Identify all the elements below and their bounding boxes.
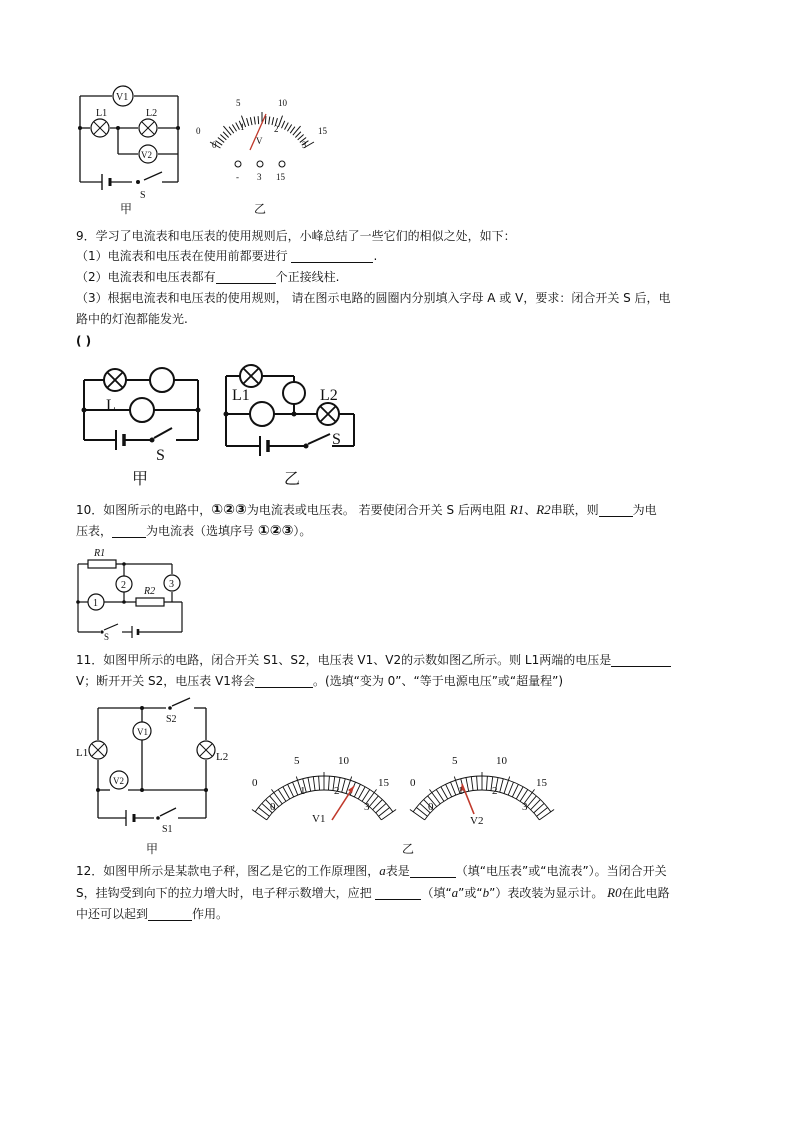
svg-text:1: 1 [458, 785, 464, 797]
meter-tick [486, 776, 487, 790]
meter-tick [308, 778, 311, 792]
q11-blank-1[interactable] [611, 652, 671, 667]
meter-tick [218, 138, 224, 143]
svg-text:2: 2 [492, 785, 498, 797]
svg-text:0: 0 [270, 801, 276, 813]
label-s: S [140, 190, 146, 201]
q9-circuit-jia [76, 360, 206, 470]
meter-tick [410, 810, 425, 820]
q9-yi-caption: 乙 [284, 469, 301, 488]
meter-tick [247, 118, 249, 126]
meter-tick [220, 135, 226, 140]
top-circuit-figure [70, 84, 190, 214]
meter-tick [319, 776, 320, 790]
top-yi-caption: 乙 [254, 202, 267, 216]
svg-text:10: 10 [278, 98, 287, 108]
meter-tick [313, 777, 315, 791]
svg-text:2: 2 [334, 785, 340, 797]
q12-line1: 12．如图甲所示是某款电子秤，图乙是它的工作原理图，a表是 （填“电压表”或“电流表”）。当闭合开关 [76, 863, 667, 878]
svg-text:5: 5 [294, 755, 300, 767]
meter-tick [223, 132, 229, 138]
q10-circuit [74, 544, 190, 640]
meter-tick [254, 117, 255, 125]
svg-text:3: 3 [302, 140, 307, 150]
q10-label-s: S [104, 632, 110, 640]
meter-tick [328, 776, 329, 790]
meter-tick [269, 117, 270, 125]
q9-circuit-yi [220, 358, 360, 470]
meter-tick [229, 127, 234, 133]
q10-blank-1[interactable] [599, 502, 633, 517]
q9-yi-label-l1: L1 [232, 387, 250, 404]
meter-tick [516, 787, 523, 799]
meter-tick [354, 784, 360, 797]
q12-blank-1[interactable] [410, 863, 456, 878]
meter-tick [282, 121, 285, 128]
q9-blank-2[interactable] [216, 269, 276, 284]
q11-label-l1: L1 [76, 747, 89, 759]
meter-tick [500, 779, 504, 793]
q11-line2: V；断开开关 S2，电压表 V1将会 。(选填“变为 0”、“等于电源电压”或“超量程”) [76, 674, 564, 688]
meter-tick [471, 777, 473, 791]
meter-tick [216, 141, 223, 145]
meter-tick [278, 116, 282, 127]
svg-text:15: 15 [536, 777, 547, 789]
meter-tick [446, 784, 452, 797]
meter-tick [451, 782, 456, 795]
q9-part1: （1）电流表和电压表在使用前都要进行 . [76, 249, 378, 263]
meter-tick [466, 778, 469, 792]
q10-meter-3: 3 [169, 579, 174, 590]
q11-blank-2[interactable] [255, 673, 313, 688]
meter-tick [293, 782, 298, 795]
meter-tick [232, 125, 236, 132]
meter-tick [441, 787, 448, 799]
meter-tick [342, 779, 346, 793]
q12-blank-3[interactable] [148, 906, 192, 921]
q11-jia-caption: 甲 [146, 842, 159, 856]
q11-label-l2: L2 [216, 751, 229, 763]
label-v2: V2 [141, 150, 152, 160]
q9-yi-label-l2: L2 [320, 387, 338, 404]
svg-text:5: 5 [452, 755, 458, 767]
meter-tick [539, 810, 554, 820]
svg-text:2: 2 [274, 124, 279, 134]
q9-blank-1[interactable] [291, 248, 373, 263]
q9-stem: 9．学习了电流表和电压表的使用规则后，小峰总结了一些它们的相似之处，如下： [76, 229, 516, 243]
top-meter-figure [190, 92, 340, 192]
meter-tick [287, 125, 291, 132]
svg-text:15: 15 [318, 126, 327, 136]
meter-tick [236, 123, 240, 130]
q10-line1: 10．如图所示的电路中，①②③为电流表或电压表。 若要使闭合开关 S 后两电阻 R1、R2串联，则 为电 [76, 502, 657, 518]
meter-tick [285, 123, 289, 130]
q9-part2: （2）电流表和电压表都有 个正接线柱. [76, 270, 340, 284]
svg-text:V: V [256, 136, 263, 146]
q10-blank-2[interactable] [112, 523, 146, 538]
q11-yi-caption: 乙 [402, 842, 415, 856]
meter-tick [288, 784, 294, 797]
label-l2: L2 [146, 108, 158, 119]
q11-circuit [74, 694, 234, 844]
meter-tick [283, 787, 290, 799]
q11-meters [244, 740, 564, 836]
meter-tick [508, 782, 513, 795]
q10-meter-2: 2 [121, 580, 126, 591]
q9-part3-line1: （3）根据电流表和电压表的使用规则， 请在图示电路的圆圈内分别填入字母 A 或 V，要求：闭合开关 S 后，电 [76, 291, 671, 305]
svg-text:5: 5 [236, 98, 241, 108]
q10-label-r2: R2 [144, 586, 156, 597]
svg-text:10: 10 [338, 755, 349, 767]
svg-text:-: - [236, 172, 239, 182]
q11-label-v1: V1 [137, 727, 148, 737]
top-jia-caption: 甲 [120, 202, 133, 216]
svg-text:10: 10 [496, 755, 507, 767]
q12-line2: S，挂钩受到向下的拉力增大时，电子秤示数增大，应把 （填“a”或“b”）表改装为显示计。 R0在此电路 [76, 885, 670, 900]
q9-jia-caption: 甲 [132, 469, 149, 488]
svg-text:0: 0 [212, 140, 217, 150]
meter-tick [295, 132, 301, 138]
q9-paren: ( ) [76, 334, 92, 348]
q9-jia-label-s: S [156, 447, 165, 464]
svg-text:0: 0 [410, 777, 416, 789]
q11-meter1-name: V1 [312, 813, 326, 825]
q11-line1: 11．如图甲所示的电路，闭合开关 S1、S2，电压表 V1、V2的示数如图乙所示。则 L1两端的电压是 [76, 650, 671, 670]
meter-tick [358, 787, 365, 799]
svg-text:0: 0 [252, 777, 258, 789]
svg-text:3: 3 [364, 801, 370, 813]
svg-text:3: 3 [522, 801, 528, 813]
q12-blank-2[interactable] [375, 885, 421, 900]
q10-meter-1: 1 [93, 598, 98, 609]
svg-text:15: 15 [276, 172, 285, 182]
q12-line3: 中还可以起到 作用。 [76, 907, 229, 921]
q11-label-v2: V2 [113, 776, 124, 786]
svg-text:0: 0 [428, 801, 434, 813]
svg-text:15: 15 [378, 777, 389, 789]
svg-text:3: 3 [257, 172, 262, 182]
q9-yi-label-s: S [332, 431, 341, 448]
q9-jia-label-l: L [106, 397, 116, 414]
q10-label-r1: R1 [94, 548, 106, 559]
label-l1: L1 [96, 108, 108, 119]
q11-meter2-name: V2 [470, 815, 484, 827]
meter-tick [477, 776, 478, 790]
label-v1: V1 [116, 92, 129, 103]
q9-part3-line2: 路中的灯泡都能发光. [76, 312, 188, 326]
meter-tick [290, 127, 295, 133]
meter-tick [258, 116, 259, 124]
svg-text:0: 0 [196, 126, 201, 136]
meter-tick [381, 810, 396, 820]
meter-tick [265, 116, 266, 124]
q10-line2: 压表， 为电流表（选填序号 ①②③）。 [76, 523, 312, 539]
q11-label-s2: S2 [166, 714, 177, 725]
meter-tick [250, 117, 252, 125]
meter-tick [512, 784, 518, 797]
q11-label-s1: S1 [162, 824, 173, 835]
svg-text:1: 1 [300, 785, 306, 797]
meter-tick [252, 810, 267, 820]
svg-text:1: 1 [240, 122, 245, 132]
